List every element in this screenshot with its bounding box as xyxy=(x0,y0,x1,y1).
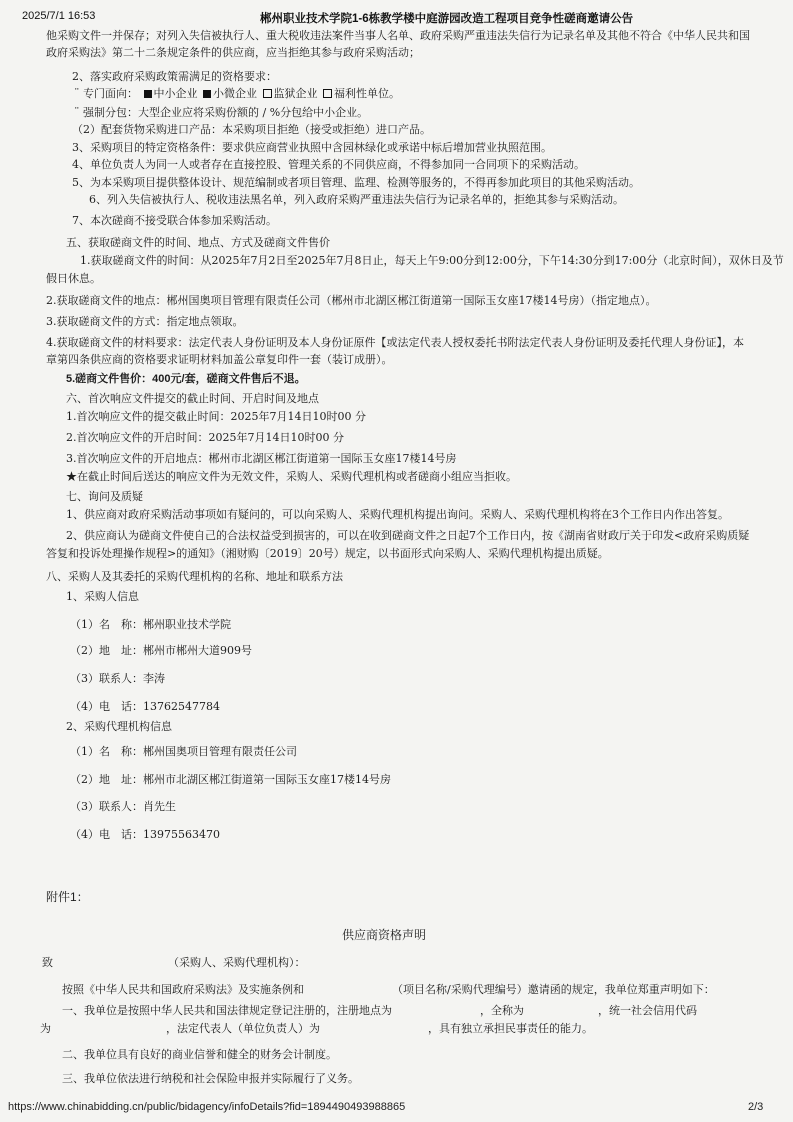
body-line: 1.获取磋商文件的时间：从2025年7月2日至2025年7月8日止，每天上午9:00分到12:00分，下午14:30分到17:00分（北京时间），双休日及节 xyxy=(80,254,784,267)
body-line: 3.获取磋商文件的方式：指定地点领取。 xyxy=(46,315,244,328)
body-line: 章第四条供应商的资格要求证明材料加盖公章复印件一套（装订成册）。 xyxy=(46,353,393,366)
agency-name: （1）名 称：郴州国奥项目管理有限责任公司 xyxy=(70,745,297,758)
body-line: （2）配套货物采购进口产品：本采购项目拒绝（接受或拒绝）进口产品。 xyxy=(72,123,431,136)
source-url: https://www.chinabidding.cn/public/bidagency/infoDetails?fid=1894490493988865 xyxy=(8,1101,406,1113)
purchaser-contact: （3）联系人：李涛 xyxy=(70,672,165,685)
section-heading: 七、询问及质疑 xyxy=(66,490,143,503)
body-line: ★在截止时间后送达的响应文件为无效文件，采购人、采购代理机构或者磋商小组应当拒收。 xyxy=(66,470,517,483)
purchaser-address: （2）地 址：郴州市郴州大道909号 xyxy=(70,644,252,657)
body-line: 政府采购法》第二十二条规定条件的供应商，应当拒绝其参与政府采购活动； xyxy=(46,46,420,59)
purchaser-phone: （4）电 话：13762547784 xyxy=(70,700,220,713)
attachment-line: ，具有独立承担民事责任的能力。 xyxy=(428,1022,593,1035)
body-line: 2.获取磋商文件的地点：郴州国奥项目管理有限责任公司（郴州市北湖区郴江街道第一国际玉女座17楼14号房）（指定地点）。 xyxy=(46,294,657,307)
agency-contact: （3）联系人：肖先生 xyxy=(70,800,176,813)
checkbox-label: 监狱企业 xyxy=(273,87,318,100)
checkbox-checked-icon xyxy=(203,90,211,98)
checkbox-unchecked-icon xyxy=(323,89,332,98)
section-heading: 五、获取磋商文件的时间、地点、方式及磋商文件售价 xyxy=(66,236,330,249)
body-line xyxy=(74,106,368,119)
attachment-line: 致 xyxy=(42,956,53,969)
checkbox-checked-icon xyxy=(144,90,152,98)
attachment-line: （项目名称/采购代理编号）邀请函的规定，我单位郑重声明如下： xyxy=(392,983,715,996)
section-heading: 八、采购人及其委托的采购代理机构的名称、地址和联系方法 xyxy=(46,570,343,583)
checkbox-unchecked-icon xyxy=(263,89,272,98)
attachment-line: 一、我单位是按照中华人民共和国法律规定登记注册的，注册地点为 xyxy=(62,1004,392,1017)
attachment-line: ，统一社会信用代码 xyxy=(598,1004,697,1017)
price-line: 5.磋商文件售价：400元/套，磋商文件售后不退。 xyxy=(66,373,306,385)
body-line: 答复和投诉处理操作规程>的通知》（湘财购〔2019〕20号）规定，以书面形式向采购人、采购代理机构提出质疑。 xyxy=(46,547,609,560)
attachment-line: 按照《中华人民共和国政府采购法》及实施条例和 xyxy=(62,983,304,996)
body-line: 1.首次响应文件的提交截止时间：2025年7月14日10时00 分 xyxy=(66,410,366,423)
bullet-mark: ¨ xyxy=(74,106,83,119)
body-line: 3.首次响应文件的开启地点：郴州市北湖区郴江街道第一国际玉女座17楼14号房 xyxy=(66,452,457,465)
print-date: 2025/7/1 16:53 xyxy=(22,10,96,22)
body-line: 5、为本采购项目提供整体设计、规范编制或者项目管理、监理、检测等服务的，不得再参加此项目的其他采购活动。 xyxy=(72,176,640,189)
agency-phone: （4）电 话：13975563470 xyxy=(70,828,220,841)
purchaser-name: （1）名 称：郴州职业技术学院 xyxy=(70,618,231,631)
body-line: 7、本次磋商不接受联合体参加采购活动。 xyxy=(72,214,277,227)
attachment-label: 附件1： xyxy=(46,890,89,904)
checkbox-row-label: 专门面向： xyxy=(83,87,138,100)
attachment-line: ，法定代表人（单位负责人）为 xyxy=(166,1022,320,1035)
bullet-mark: ¨ xyxy=(74,87,83,100)
body-line: 2、供应商认为磋商文件使自己的合法权益受到损害的，可以在收到磋商文件之日起7个工作日内，按《湖南省财政厅关于印发<政府采购质疑 xyxy=(66,529,750,542)
attachment-title: 供应商资格声明 xyxy=(342,928,427,942)
attachment-line: （采购人、采购代理机构）： xyxy=(168,956,306,969)
body-line: 2.首次响应文件的开启时间：2025年7月14日10时00 分 xyxy=(66,431,344,444)
attachment-line: 为 xyxy=(40,1022,51,1035)
section-heading: 2、落实政府采购政策需满足的资格要求： xyxy=(72,70,277,83)
sub-heading: 2、采购代理机构信息 xyxy=(66,720,172,733)
agency-address: （2）地 址：郴州市北湖区郴江街道第一国际玉女座17楼14号房 xyxy=(70,773,391,786)
body-line: 4.获取磋商文件的材料要求：法定代表人身份证明及本人身份证原件【或法定代表人授权委托书附法定代表人身份证明及委托代理人身份证】，本 xyxy=(46,336,744,349)
body-line: 6、列入失信被执行人、税收违法黑名单，列入政府采购严重违法失信行为记录名单的，拒绝其参与采购活动。 xyxy=(89,193,624,206)
body-line: 3、采购项目的特定资格条件：要求供应商营业执照中含园林绿化或承诺中标后增加营业执照范围。 xyxy=(72,141,552,154)
body-line: 1、供应商对政府采购活动事项如有疑问的，可以向采购人、采购代理机构提出询问。采购人、采购代理机构将在3个工作日内作出答复。 xyxy=(66,508,729,521)
checkbox-label: 福利性单位。 xyxy=(334,87,400,100)
body-line-text: 强制分包：大型企业应将采购份额的 / %分包给中小企业。 xyxy=(83,106,369,119)
body-line: 假日休息。 xyxy=(46,272,101,285)
checkbox-label: 中小企业 xyxy=(153,87,198,100)
body-line: 他采购文件一并保存；对列入失信被执行人、重大税收违法案件当事人名单、政府采购严重违法失信行为记录名单及其他不符合《中华人民共和国 xyxy=(46,29,750,42)
section-heading: 六、首次响应文件提交的截止时间、开启时间及地点 xyxy=(66,392,319,405)
page-number: 2/3 xyxy=(748,1101,764,1113)
attachment-line: 三、我单位依法进行纳税和社会保险申报并实际履行了义务。 xyxy=(62,1072,359,1085)
sub-heading: 1、采购人信息 xyxy=(66,590,139,603)
checkbox-label: 小微企业 xyxy=(213,87,257,100)
document-title: 郴州职业技术学院1-6栋教学楼中庭游园改造工程项目竞争性磋商邀请公告 xyxy=(260,13,634,25)
attachment-line: 二、我单位具有良好的商业信誉和健全的财务会计制度。 xyxy=(62,1048,337,1061)
attachment-line: ，全称为 xyxy=(480,1004,524,1017)
body-line: 4、单位负责人为同一人或者存在直接控股、管理关系的不同供应商，不得参加同一合同项下的采购活动。 xyxy=(72,158,585,171)
policy-checkbox-row xyxy=(74,87,400,100)
